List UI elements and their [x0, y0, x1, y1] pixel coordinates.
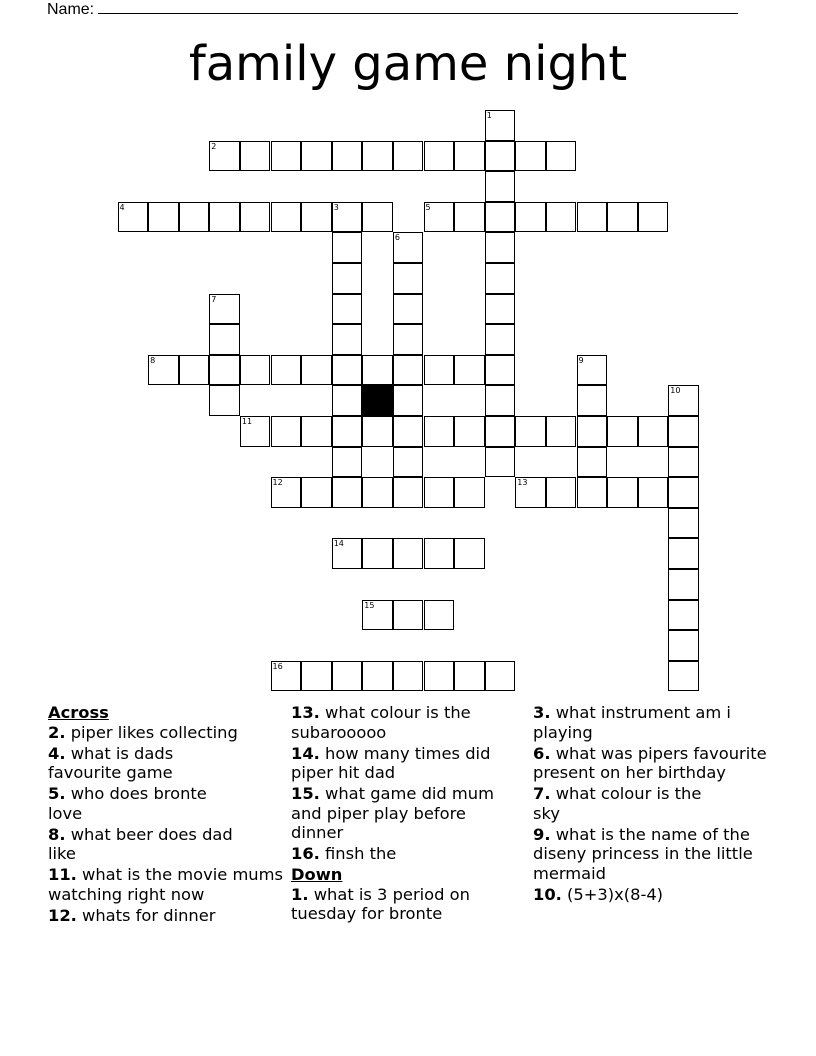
grid-cell[interactable]	[454, 141, 485, 172]
clue-across-2: 2. piper likes collecting	[48, 722, 238, 742]
grid-cell[interactable]	[485, 447, 516, 478]
clues-column-2	[291, 703, 516, 925]
grid-cell[interactable]	[179, 202, 210, 233]
grid-cell[interactable]	[668, 416, 699, 447]
grid-cell[interactable]	[454, 355, 485, 386]
grid-cell[interactable]	[638, 477, 669, 508]
grid-cell[interactable]	[332, 232, 363, 263]
grid-cell[interactable]	[393, 661, 424, 692]
grid-cell[interactable]	[485, 324, 516, 355]
grid-cell[interactable]	[209, 202, 240, 233]
grid-cell[interactable]	[668, 600, 699, 631]
grid-cell[interactable]	[301, 202, 332, 233]
grid-cell[interactable]	[240, 202, 271, 233]
grid-cell[interactable]	[577, 477, 608, 508]
grid-block-cell	[362, 385, 393, 416]
grid-cell[interactable]	[209, 355, 240, 386]
grid-cell[interactable]	[485, 385, 516, 416]
clue-down-1: 1. what is 3 period on tuesday for bronte	[291, 884, 470, 923]
grid-cell[interactable]	[332, 355, 363, 386]
name-label: Name:	[47, 1, 95, 18]
grid-cell[interactable]	[271, 661, 302, 692]
grid-cell[interactable]	[301, 355, 332, 386]
clue-down-10: 10. (5+3)x(8-4)	[533, 884, 664, 904]
grid-cell[interactable]	[485, 202, 516, 233]
grid-cell[interactable]	[577, 447, 608, 478]
grid-cell[interactable]	[332, 324, 363, 355]
clue-number: 6	[394, 233, 400, 243]
grid-cell[interactable]	[515, 416, 546, 447]
grid-cell[interactable]	[393, 141, 424, 172]
grid-cell[interactable]	[515, 477, 546, 508]
clues-column-3	[533, 703, 768, 906]
grid-cell[interactable]	[209, 385, 240, 416]
clue-across-15: 15. what game did mum and piper play before dinner	[291, 784, 494, 842]
grid-cell[interactable]	[209, 324, 240, 355]
grid-cell[interactable]	[546, 416, 577, 447]
grid-cell[interactable]	[577, 202, 608, 233]
clue-number: 1	[486, 111, 492, 120]
grid-cell[interactable]	[454, 477, 485, 508]
clues-column-1	[48, 703, 283, 927]
grid-cell[interactable]	[332, 294, 363, 325]
grid-cell[interactable]	[668, 385, 699, 416]
grid-cell[interactable]	[362, 477, 393, 508]
grid-cell[interactable]	[485, 232, 516, 263]
clue-number: 9	[578, 355, 584, 365]
grid-cell[interactable]	[515, 141, 546, 172]
grid-cell[interactable]	[362, 661, 393, 692]
clue-across-14: 14. how many times did piper hit dad	[291, 743, 491, 782]
grid-cell[interactable]	[668, 661, 699, 692]
clue-across-8: 8. what beer does dad like	[48, 824, 233, 863]
clue-number: 7	[211, 294, 217, 304]
grid-cell[interactable]	[393, 232, 424, 263]
clue-number: 10	[670, 386, 681, 396]
grid-cell[interactable]	[424, 600, 455, 631]
clue-across-5: 5. who does bronte love	[48, 784, 207, 823]
clue-across-11: 11. what is the movie mums watching right now	[48, 865, 283, 904]
grid-cell[interactable]	[485, 294, 516, 325]
grid-cell[interactable]	[332, 477, 363, 508]
clue-number: 5	[425, 202, 431, 212]
grid-cell[interactable]	[362, 202, 393, 233]
grid-cell[interactable]	[240, 141, 271, 172]
grid-cell[interactable]	[393, 416, 424, 447]
grid-cell[interactable]	[638, 416, 669, 447]
clue-number: 15	[364, 600, 375, 610]
grid-cell[interactable]	[424, 661, 455, 692]
grid-cell[interactable]	[424, 416, 455, 447]
grid-cell[interactable]	[332, 141, 363, 172]
clue-number: 16	[272, 661, 283, 671]
clue-down-9: 9. what is the name of the diseny princess in the little mermaid	[533, 824, 753, 883]
grid-cell[interactable]	[118, 202, 149, 233]
grid-cell[interactable]	[668, 477, 699, 508]
grid-cell[interactable]	[424, 202, 455, 233]
grid-cell[interactable]	[668, 630, 699, 661]
grid-cell[interactable]	[393, 263, 424, 294]
grid-cell[interactable]	[301, 661, 332, 692]
grid-cell[interactable]	[240, 355, 271, 386]
grid-cell[interactable]	[240, 416, 271, 447]
grid-cell[interactable]	[607, 477, 638, 508]
clue-number: 2	[211, 141, 217, 151]
down-heading: Down	[291, 865, 343, 884]
grid-cell[interactable]	[668, 508, 699, 539]
grid-cell[interactable]	[485, 661, 516, 692]
grid-cell[interactable]	[332, 263, 363, 294]
grid-cell[interactable]	[668, 447, 699, 478]
grid-cell[interactable]	[362, 355, 393, 386]
across-heading: Across	[48, 703, 109, 722]
grid-cell[interactable]	[577, 355, 608, 386]
clue-across-16: 16. finsh the	[291, 844, 397, 863]
grid-cell[interactable]	[454, 202, 485, 233]
grid-cell[interactable]	[332, 661, 363, 692]
grid-cell[interactable]	[485, 110, 516, 141]
grid-cell[interactable]	[607, 416, 638, 447]
grid-cell[interactable]	[485, 263, 516, 294]
grid-cell[interactable]	[515, 202, 546, 233]
grid-cell[interactable]	[332, 538, 363, 569]
grid-cell[interactable]	[332, 447, 363, 478]
grid-cell[interactable]	[485, 416, 516, 447]
grid-cell[interactable]	[271, 141, 302, 172]
clue-across-13: 13. what colour is the subarooooo	[291, 703, 471, 742]
grid-cell[interactable]	[454, 416, 485, 447]
grid-cell[interactable]	[485, 355, 516, 386]
grid-cell[interactable]	[148, 355, 179, 386]
grid-cell[interactable]	[393, 477, 424, 508]
clue-down-6: 6. what was pipers favourite present on her birthday	[533, 743, 767, 782]
grid-cell[interactable]	[209, 294, 240, 325]
grid-cell[interactable]	[424, 538, 455, 569]
grid-cell[interactable]	[301, 477, 332, 508]
grid-cell[interactable]	[546, 477, 577, 508]
grid-cell[interactable]	[301, 416, 332, 447]
grid-cell[interactable]	[271, 202, 302, 233]
grid-cell[interactable]	[362, 141, 393, 172]
grid-cell[interactable]	[393, 447, 424, 478]
grid-cell[interactable]	[393, 324, 424, 355]
clue-across-12: 12. whats for dinner	[48, 905, 216, 925]
clue-number: 4	[119, 202, 125, 212]
grid-cell[interactable]	[577, 416, 608, 447]
clue-number: 14	[333, 539, 344, 549]
grid-cell[interactable]	[424, 141, 455, 172]
grid-cell[interactable]	[485, 141, 516, 172]
grid-cell[interactable]	[148, 202, 179, 233]
grid-cell[interactable]	[393, 538, 424, 569]
grid-cell[interactable]	[271, 355, 302, 386]
grid-cell[interactable]	[454, 661, 485, 692]
grid-cell[interactable]	[362, 538, 393, 569]
grid-cell[interactable]	[179, 355, 210, 386]
page-title: family game night	[188, 36, 628, 92]
grid-cell[interactable]	[546, 141, 577, 172]
grid-cell[interactable]	[271, 416, 302, 447]
grid-cell[interactable]	[393, 355, 424, 386]
grid-cell[interactable]	[668, 538, 699, 569]
clue-number: 3	[333, 202, 339, 212]
clue-down-3: 3. what instrument am i playing	[533, 703, 731, 742]
grid-cell[interactable]	[332, 202, 363, 233]
grid-cell[interactable]	[454, 538, 485, 569]
grid-cell[interactable]	[638, 202, 669, 233]
grid-cell[interactable]	[209, 141, 240, 172]
grid-cell[interactable]	[271, 477, 302, 508]
grid-cell[interactable]	[393, 385, 424, 416]
grid-cell[interactable]	[362, 600, 393, 631]
grid-cell[interactable]	[332, 385, 363, 416]
grid-cell[interactable]	[485, 171, 516, 202]
clue-across-4: 4. what is dads favourite game	[48, 743, 174, 782]
grid-cell[interactable]	[393, 600, 424, 631]
grid-cell[interactable]	[424, 355, 455, 386]
grid-cell[interactable]	[607, 202, 638, 233]
clue-number: 8	[150, 355, 156, 365]
grid-cell[interactable]	[362, 416, 393, 447]
clue-number: 11	[241, 417, 253, 426]
clue-number: 13	[517, 478, 528, 488]
clue-number: 12	[272, 478, 283, 488]
grid-cell[interactable]	[424, 477, 455, 508]
grid-cell[interactable]	[332, 416, 363, 447]
grid-cell[interactable]	[668, 569, 699, 600]
grid-cell[interactable]	[546, 202, 577, 233]
clue-down-7: 7. what colour is the sky	[533, 784, 702, 823]
grid-cell[interactable]	[301, 141, 332, 172]
grid-cell[interactable]	[393, 294, 424, 325]
grid-cell[interactable]	[577, 385, 608, 416]
